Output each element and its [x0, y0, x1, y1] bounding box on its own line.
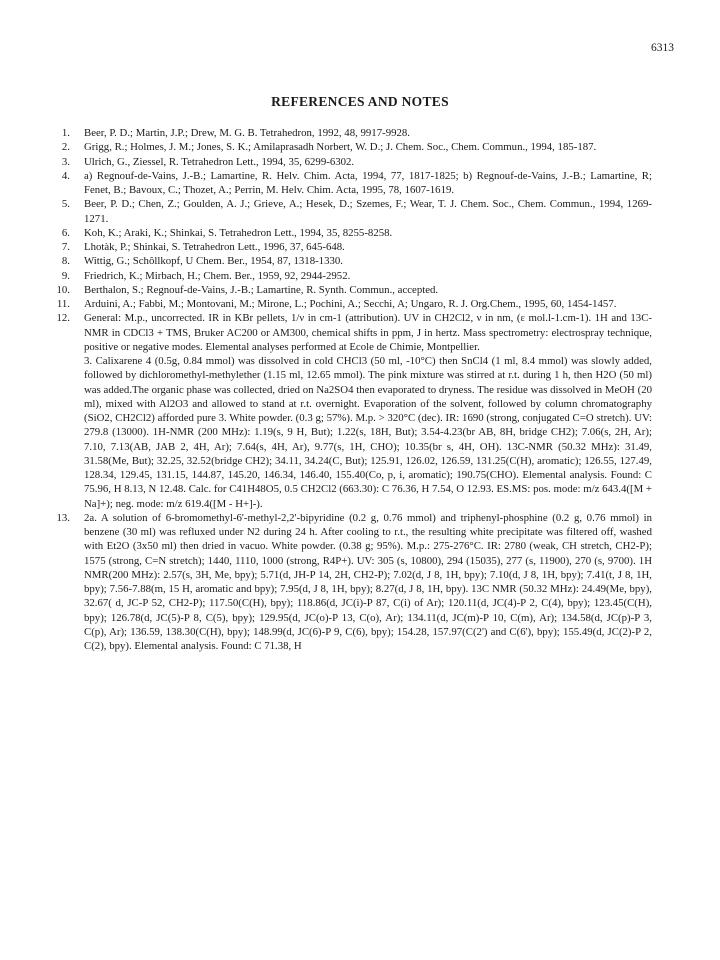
- reference-text: Friedrich, K.; Mirbach, H.; Chem. Ber., 1959, 92, 2944-2952.: [84, 269, 351, 282]
- reference-item: [61, 226, 652, 240]
- reference-item: [61, 254, 652, 268]
- page-number: 6313: [651, 42, 674, 54]
- reference-text: Wittig, G.; Schôllkopf, U Chem. Ber., 1954, 87, 1318-1330.: [84, 255, 343, 268]
- reference-item: [61, 140, 652, 154]
- reference-number: 11.: [56, 298, 70, 310]
- reference-text: Ulrich, G., Ziessel, R. Tetrahedron Lett., 1994, 35, 6299-6302.: [84, 155, 355, 168]
- reference-number: 12.: [56, 312, 70, 325]
- reference-text: Beer, P. D.; Martin, J.P.; Drew, M. G. B. Tetrahedron, 1992, 48, 9917-9928.: [84, 127, 410, 139]
- reference-item: [61, 169, 652, 198]
- reference-item: [61, 155, 652, 169]
- general-methods-paragraph: General: M.p., uncorrected. IR in KBr pellets, 1/ν in cm-1 (attribution). UV in CH2Cl2, ν in nm, (ε mol.l-1.cm-1). 1H and 13C-NMR in CDCl3 + TMS, Bruker AC200 or AM300, chemical shifts in ppm, J in hertz. Mass spectrometry: electrospray technique, positive or negative modes. Elemental analyses performed at Ecole de Chimie, Montpellier.: [84, 312, 652, 353]
- reference-text: Berthalon, S.; Regnouf-de-Vains, J.-B.; Lamartine, R. Synth. Commun., accepted.: [84, 283, 439, 296]
- reference-number: 8.: [61, 255, 70, 268]
- compound-3-paragraph: 3. Calixarene 4 (0.5g, 0.84 mmol) was dissolved in cold CHCl3 (50 ml, -10°C) then SnCl4 (1 ml, 8.4 mmol) was slowly added, followed by dichloromethyl-methylether (1.15 ml, 12.65 mmol). The pink mixture was stirred at r.t. during 1 h, then H2O (50 ml) was added.The organic phase was collected, dried on Na2SO4 then evaporated to dryness. The residue was dissolved in MeOH (20 ml), mixed with Al2O3 and allowed to stand at r.t. overnight. Evaporation of the solvent, followed by column chromatography (SiO2, CH2Cl2) afforded pure 3. White powder. (0.3 g; 57%). M.p. > 320°C (dec). IR: 1690 (strong, conjugated C=O stretch). UV: 279.8 (13000). 1H-NMR (200 MHz): 1.19(s, 9 H, But); 1.22(s, 18H, But); 3.54-4.23(br AB, 8H, bridge CH2); 7.06(s, 2H, Ar); 7.10, 7.13(AB, JAB 2, 4H, Ar); 7.64(s, 4H, Ar), 9.77(s, 1H, CHO); 10.35(br s, 4H, OH). 13C-NMR (50.32 MHz): 31.49, 31.58(Me, But); 32.25, 32.52(bridge CH2); 34.11, 34.24(C, But); 125.91, 126.02, 126.59, 131.25(C(H), aromatic); 126.55, 127.49, 128.34, 129.45, 131.15, 144.87, 145.20, 146.34, 146.40, 155.40(Co, p, i, aromatic); 190.75(CHO). Elemental analysis. Found: C 75.96, H 8.13, N 12.48. Calc. for C41H48O5, 0.5 CH2Cl2 (663.30): C 76.36, H 7.54, O 12.93. ES.MS: pos. mode: m/z 643.4([M + Na]+); neg. mode: m/z 619.4([M - H+]-).: [84, 355, 652, 510]
- note-12-body: [84, 311, 652, 511]
- reference-number: 7.: [61, 241, 70, 253]
- reference-text: Koh, K.; Araki, K.; Shinkai, S. Tetrahedron Lett., 1994, 35, 8255-8258.: [84, 226, 393, 239]
- reference-number: 13.: [56, 511, 70, 524]
- reference-item: [56, 297, 652, 311]
- reference-item: [61, 269, 652, 283]
- reference-number: 6.: [61, 226, 70, 239]
- reference-number: 5.: [61, 198, 70, 211]
- reference-number: 9.: [61, 269, 70, 282]
- reference-item: [61, 126, 652, 140]
- reference-item: [56, 283, 652, 297]
- reference-number: 2.: [61, 141, 70, 154]
- reference-text: Beer, P. D.; Chen, Z.; Goulden, A. J.; Grieve, A.; Hesek, D.; Szemes, F.; Wear, T. J. Chem. Soc., Chem. Commun., 1994, 1269-1271.: [84, 198, 652, 225]
- note-12: [56, 311, 652, 511]
- reference-text: Lhotàk, P.; Shinkai, S. Tetrahedron Lett., 1996, 37, 645-648.: [84, 241, 345, 253]
- reference-items: [56, 126, 652, 311]
- note-13: [56, 511, 652, 654]
- reference-number: 10.: [56, 283, 70, 296]
- section-heading: REFERENCES AND NOTES: [271, 94, 449, 109]
- reference-item: [61, 240, 652, 254]
- compound-2a-paragraph: 2a. A solution of 6-bromomethyl-6'-methyl-2,2'-bipyridine (0.2 g, 0.76 mmol) and triphenyl-phosphine (0.2 g, 0.76 mmol) in benzene (30 ml) was refluxed under N2 during 24 h. After cooling to r.t., the resulting white precipitate was filtered off, washed with Et2O (3x50 ml) then dried in vacuo. White powder. (0.38 g; 95%). M.p.: 275-276°C. IR: 2780 (weak, CH stretch, CH2-P); 1575 (strong, C=N stretch); 1440, 1110, 1000 (strong, R4P+). UV: 305 (s, 10800), 294 (15035), 277 (s, 11900), 270 (s, 9700). 1H NMR(200 MHz): 2.57(s, 3H, Me, bpy); 5.71(d, JH-P 14, 2H, CH2-P); 7.02(d, J 8, 1H, bpy); 7.10(d, J 8, 1H, bpy); 7.41(t, J 8, 1H, bpy); 7.56-7.88(m, 15 H, aromatic and bpy); 7.95(d, J 8, 1H, bpy); 8.27(d, J 8, 1H, bpy). 13C NMR (50.32 MHz): 24.49(Me, bpy), 32.67( d, JC-P 52, CH2-P); 117.50(C(H), bpy); 118.86(d, JC(i)-P 87, C(i) of Ar); 120.11(d, JC(4)-P 2, C(4), bpy); 123.45(C(H), bpy); 126.78(d, JC(5)-P 8, C(5), bpy); 129.95(d, JC(o)-P 13, C(o), Ar); 134.11(d, JC(m)-P 10, C(m), Ar); 134.58(d, JC(p)-P 3, C(p), Ar); 136.59, 138.30(C(H), bpy); 148.99(d, JC(6)-P 9, C(6), bpy); 154.28, 157.97(C(2') and C(6'), bpy); 155.49(d, JC(2)-P 2, C(2), bpy). Elemental analysis. Found: C 71.38, H: [84, 511, 652, 652]
- reference-item: [61, 197, 652, 226]
- reference-number: 4.: [61, 169, 70, 182]
- reference-text: Grigg, R.; Holmes, J. M.; Jones, S. K.; Amilaprasadh Norbert, W. D.; J. Chem. Soc., Chem. Commun., 1994, 185-187.: [84, 141, 597, 154]
- reference-text: a) Regnouf-de-Vains, J.-B.; Lamartine, R. Helv. Chim. Acta, 1994, 77, 1817-1825; b) Regnouf-de-Vains, J.-B.; Lamartine, R; Fenet, B.; Bavoux, C.; Thozet, A.; Perrin, M. Helv. Chim. Acta, 1995, 78, 1607-1619.: [84, 169, 652, 196]
- reference-number: 1.: [61, 127, 70, 139]
- reference-list: [56, 126, 652, 653]
- reference-text: Arduini, A.; Fabbi, M.; Montovani, M.; Mirone, L.; Pochini, A.; Secchi, A; Ungaro, R. J. Org.Chem., 1995, 60, 1454-1457.: [84, 298, 617, 310]
- note-13-body: [84, 511, 652, 654]
- reference-number: 3.: [61, 155, 70, 168]
